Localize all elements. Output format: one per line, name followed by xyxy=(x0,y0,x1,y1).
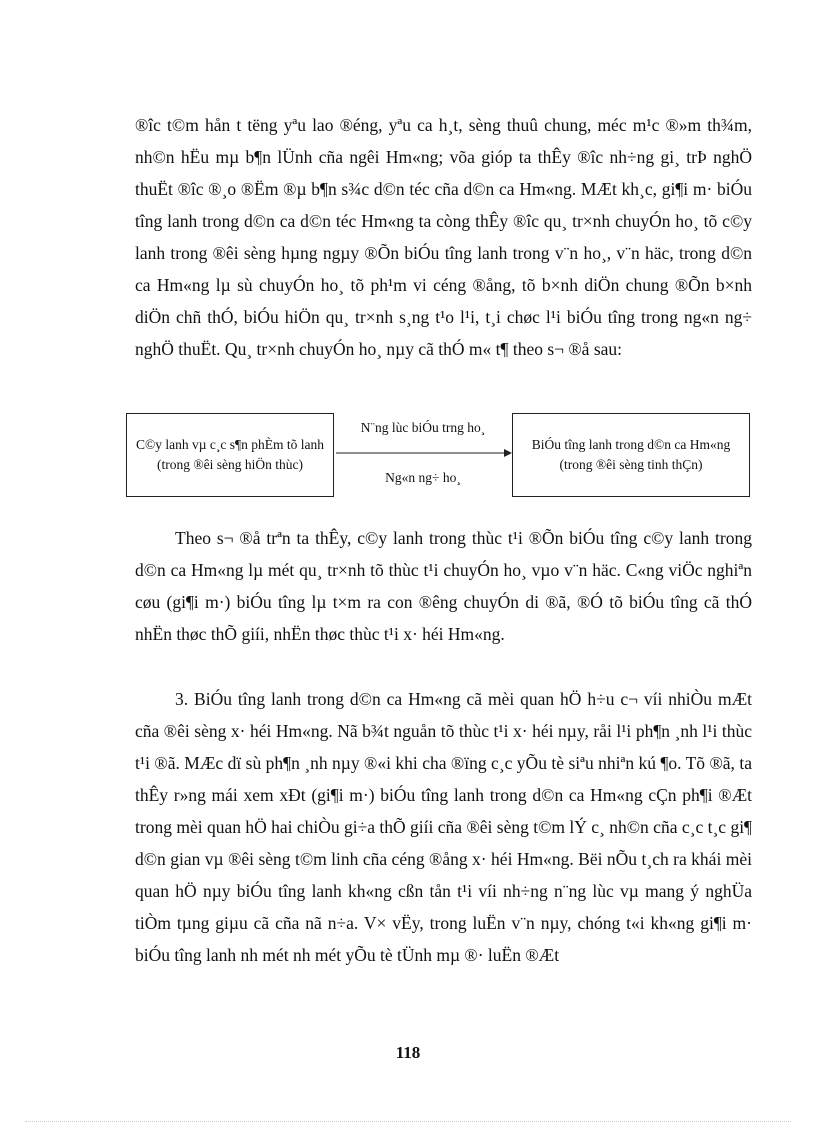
transformation-diagram xyxy=(126,411,750,499)
paragraph-text: 3. BiÓu tîng lanh trong d©n ca Hm«ng cã mèi quan hÖ h÷u c¬ víi nhiÒu mÆt cña ®êi sèng x· héi Hm«ng. Nã b¾t nguån tõ thùc t¹i x· héi nµy, råi l¹i ph¶n ¸nh l¹i thùc t¹i ®ã. MÆc dï sù ph¶n ¸nh nµy ®«i khi cha ®ïng c¸c yÕu tè siªu nhiªn kú ¶o. Tõ ®ã, ta thÊy r»ng mái xem xÐt (gi¶i m·) biÓu tîng lanh trong d©n ca Hm«ng cÇn ph¶i ®Æt trong mèi quan hÖ hai chiÒu gi÷a thÕ giíi cña ®êi sèng t©m lÝ c¸ nh©n cña c¸c t¸c gi¶ d©n gian vµ ®êi sèng t©m linh cña céng ®ång x· héi Hm«ng. Bëi nÕu t¸ch ra khái mèi quan hÖ nµy biÓu tîng lanh kh«ng cßn tån t¹i víi nh÷ng n¨ng lùc vµ mang ý nghÜa tiÒm tµng giµu cã cña nã n÷a. V× vËy, trong luËn v¨n nµy, chóng t«i kh«ng gi¶i m· biÓu tîng lanh nh mét nh mét yÕu tè tÜnh mµ ®· luËn ®Æt xyxy=(135,689,752,965)
diagram-edge-top-label: N¨ng lùc biÓu trng ho¸ xyxy=(360,420,486,435)
paragraph-text: ®îc t©m hån t tëng yªu lao ®éng, yªu ca h¸t, sèng thuû chung, méc m¹c ®»m th¾m, nh©n hËu mµ b¶n lÜnh cña ngêi Hm«ng; võa gióp ta thÊy ®îc nh÷ng gi¸ trÞ nghÖ thuËt ®îc ®¸o ®Ëm ®µ b¶n s¾c d©n téc cña d©n ca Hm«ng. MÆt kh¸c, gi¶i m· biÓu tîng lanh trong d©n ca d©n téc Hm«ng ta còng thÊy ®îc qu¸ tr×nh chuyÓn ho¸ tõ c©y lanh trong ®êi sèng hµng ngµy ®Õn biÓu tîng lanh trong v¨n ho¸, v¨n häc, trong d©n ca Hm«ng lµ sù chuyÓn ho¸ tõ ph¹m vi céng ®ång, tõ b×nh diÖn chung ®Õn b×nh diÖn chñ thÓ, biÓu hiÖn qu¸ tr×nh s¸ng t¹o l¹i, t¸i chøc l¹i biÓu tîng trong ng«n ng÷ nghÖ thuËt. Qu¸ tr×nh chuyÓn ho¸ nµy cã thÓ m« t¶ theo s¬ ®å sau: xyxy=(135,115,752,359)
diagram-source-label: C©y lanh vµ c¸c s¶n phÈm tõ lanh (trong ®êi sèng hiÖn thùc) xyxy=(136,437,324,472)
arrow-right-icon xyxy=(336,447,512,459)
paragraph-intro xyxy=(135,109,752,365)
paragraph-section-3 xyxy=(135,683,752,971)
paragraph-diagram-explanation xyxy=(135,522,752,650)
diagram-source-box xyxy=(126,413,334,497)
diagram-target-label: BiÓu tîng lanh trong d©n ca Hm«ng (trong ®êi sèng tinh thÇn) xyxy=(531,437,731,472)
paragraph-text: Theo s¬ ®å trªn ta thÊy, c©y lanh trong thùc t¹i ®Õn biÓu tîng c©y lanh trong d©n ca Hm«ng lµ mét qu¸ tr×nh tõ thùc t¹i chuyÓn ho¸ vµo v¨n häc. C«ng viÖc nghiªn cøu (gi¶i m·) biÓu tîng lµ t×m ra con ®êng chuyÓn di ®ã, ®Ó tõ biÓu tîng cã thÓ nhËn thøc thÕ giíi, nhËn thøc thùc t¹i x· héi Hm«ng. xyxy=(135,528,752,644)
diagram-edge-bottom-label: Ng«n ng÷ ho¸ xyxy=(385,470,461,485)
diagram-target-box xyxy=(512,413,750,497)
page-bottom-divider xyxy=(25,1121,791,1122)
page-number: 118 xyxy=(395,1043,421,1062)
